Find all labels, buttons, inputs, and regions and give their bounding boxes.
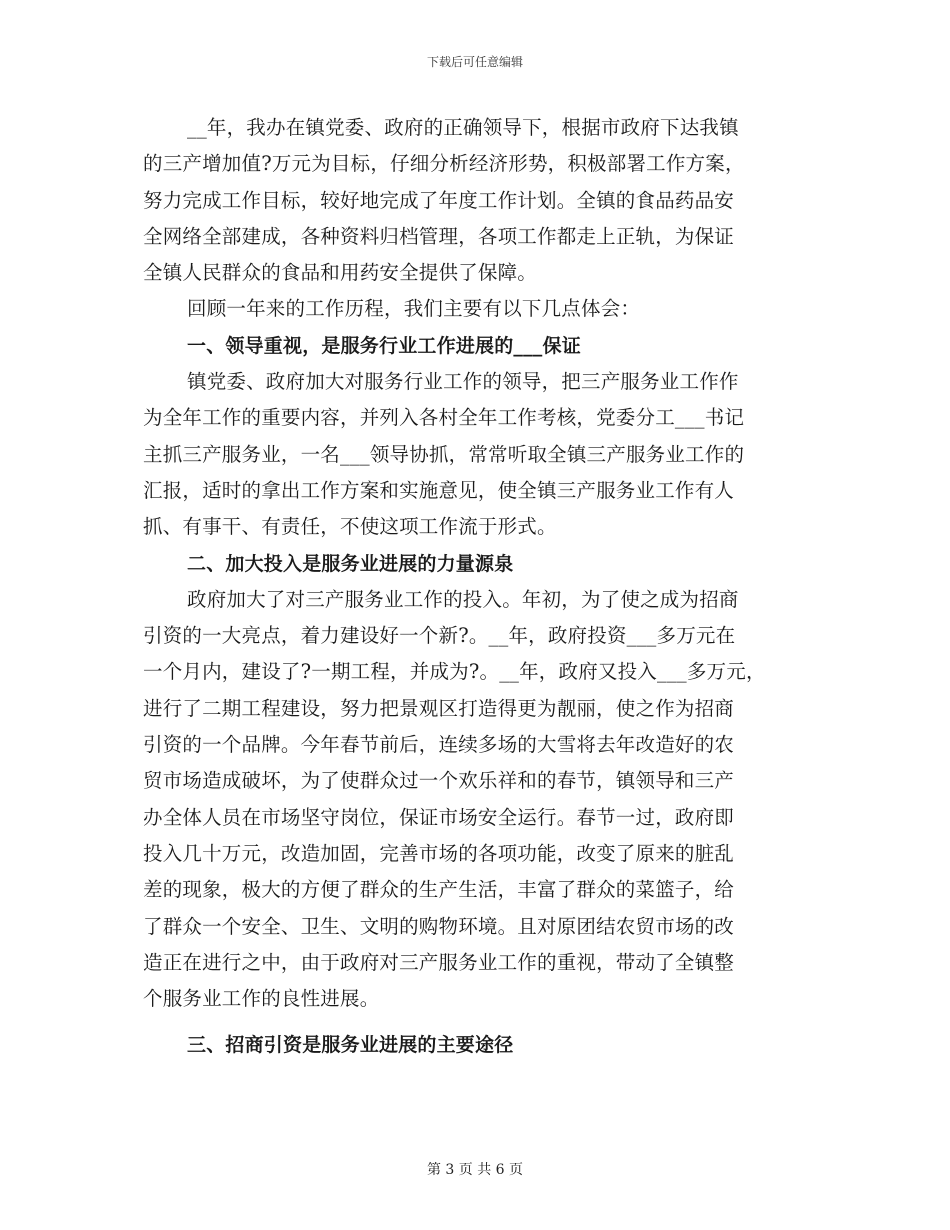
page-number: 第 3 页 共 6 页: [426, 1162, 524, 1178]
paragraph-line: 办全体人员在市场坚守岗位，保证市场安全运行。春节一过，政府即: [143, 805, 735, 829]
paragraph-line: 引资的一个品牌。今年春节前后，连续多场的大雪将去年改造好的农: [143, 733, 735, 757]
paragraph-line: __年，我办在镇党委、政府的正确领导下，根据市政府下达我镇: [187, 116, 739, 139]
paragraph-line: 的三产增加值?万元为目标，仔细分析经济形势，积极部署工作方案，: [143, 152, 745, 176]
document-body: [143, 110, 813, 1064]
paragraph-line: 一个月内，建设了?一期工程，并成为?。__年，政府又投入___多万元，: [143, 660, 766, 684]
paragraph-line: 个服务业工作的良性进展。: [143, 987, 380, 1011]
header-note: 下载后可任意编辑: [426, 55, 523, 69]
paragraph-line: 投入几十万元，改造加固，完善市场的各项功能，改变了原来的脏乱: [143, 841, 735, 865]
paragraph-line: 抓、有事干、有责任，不使这项工作流于形式。: [143, 515, 557, 539]
paragraph-line: 回顾一年来的工作历程，我们主要有以下几点体会：: [187, 297, 641, 321]
paragraph-line: 镇党委、政府加大对服务行业工作的领导，把三产服务业工作作: [187, 370, 739, 394]
paragraph-line: 全镇人民群众的食品和用药安全提供了保障。: [143, 261, 538, 285]
section-heading: 二、加大投入是服务业进展的力量源泉: [187, 552, 514, 575]
section-heading: 三、招商引资是服务业进展的主要途径: [187, 1034, 514, 1057]
paragraph-line: 努力完成工作目标，较好地完成了年度工作计划。全镇的食品药品安: [143, 188, 735, 212]
paragraph-line: 政府加大了对三产服务业工作的投入。年初，为了使之成为招商: [187, 587, 739, 611]
paragraph-line: 主抓三产服务业，一名___领导协抓，常常听取全镇三产服务业工作的: [143, 442, 745, 466]
paragraph-line: 进行了二期工程建设，努力把景观区打造得更为靓丽，使之作为招商: [143, 696, 735, 720]
paragraph-line: 贸市场造成破坏，为了使群众过一个欢乐祥和的春节，镇领导和三产: [143, 769, 735, 793]
section-heading: 一、领导重视，是服务行业工作进展的___保证: [187, 334, 581, 357]
paragraph-line: 全网络全部建成，各种资料归档管理，各项工作都走上正轨，为保证: [143, 224, 735, 248]
paragraph-line: 引资的一大亮点，着力建设好一个新?。__年，政府投资___多万元在: [143, 624, 736, 648]
paragraph-line: 差的现象，极大的方便了群众的生产生活，丰富了群众的菜篮子，给: [143, 878, 735, 902]
paragraph-line: 了群众一个安全、卫生、文明的购物环境。且对原团结农贸市场的改: [143, 914, 735, 938]
paragraph-line: 汇报，适时的拿出工作方案和实施意见，使全镇三产服务业工作有人: [143, 478, 735, 502]
paragraph-line: 为全年工作的重要内容，并列入各村全年工作考核，党委分工___书记: [143, 406, 745, 430]
paragraph-line: 造正在进行之中，由于政府对三产服务业工作的重视，带动了全镇整: [143, 950, 735, 974]
